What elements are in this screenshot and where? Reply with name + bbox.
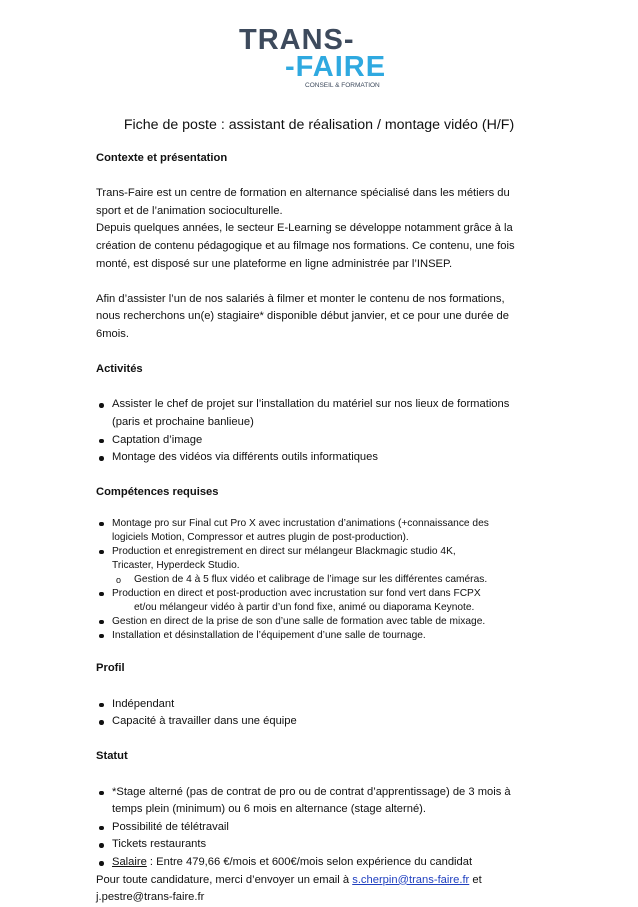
list-item: Indépendant <box>96 696 546 714</box>
activites-list <box>96 396 546 466</box>
competences-list-cont <box>96 587 546 643</box>
list-item-line: Production en direct et post-production avec incrustation sur fond vert dans FCPX <box>112 587 481 599</box>
statut-heading: Statut <box>96 750 128 763</box>
contexte-heading: Contexte et présentation <box>96 152 228 164</box>
list-item <box>96 432 546 450</box>
list-item <box>96 517 546 545</box>
list-item-line: Montage des vidéos via différents outils informatiques <box>112 451 378 464</box>
contexte-line: création de contenu pédagogique et au filmage nos formations. Ce contenu, une fois <box>96 239 515 252</box>
list-item <box>96 629 546 643</box>
list-item <box>96 854 546 872</box>
statut-list <box>96 784 546 872</box>
list-item-line: Tricaster, Hyperdeck Studio. <box>112 559 240 571</box>
competences-heading: Compétences requises <box>96 486 219 499</box>
list-item: Tickets restaurants <box>96 836 546 854</box>
salaire-label: Salaire <box>112 856 147 868</box>
list-item <box>96 615 546 629</box>
list-item-line: Installation et désinstallation de l’équipement d’une salle de tournage. <box>112 629 426 641</box>
list-item-line: temps plein (minimum) ou 6 mois en alternance (stage alterné). <box>112 803 427 816</box>
email-pestre: j.pestre@trans-faire.fr <box>96 891 205 904</box>
trans-faire-logo <box>235 22 405 92</box>
contact-text-between: et <box>469 873 482 886</box>
contexte-line: 6mois. <box>96 327 129 340</box>
contexte-line: Depuis quelques années, le secteur E-Learning se développe notamment grâce à la <box>96 222 513 235</box>
list-item <box>96 587 546 615</box>
document-body <box>96 150 546 907</box>
list-item <box>96 449 546 467</box>
logo-tagline: CONSEIL & FORMATION <box>305 82 380 89</box>
list-item-line: Production et enregistrement en direct sur mélangeur Blackmagic studio 4K, <box>112 545 456 557</box>
list-item: Capacité à travailler dans une équipe <box>96 713 546 731</box>
contact-text: Pour toute candidature, merci d’envoyer un email à <box>96 873 353 886</box>
logo-line2: -FAIRE <box>285 51 387 83</box>
contexte-line: Afin d’assister l’un de nos salariés à filmer et monter le contenu de nos formations, <box>96 292 505 305</box>
contexte-line: nous recherchons un(e) stagiaire* disponible début janvier, et ce pour une durée de <box>96 310 509 323</box>
page-title: Fiche de poste : assistant de réalisation / montage vidéo (H/F) <box>123 117 515 133</box>
competences-list <box>96 517 546 573</box>
contact-line <box>96 872 546 890</box>
salaire-text: : Entre 479,66 €/mois et 600€/mois selon expérience du candidat <box>146 856 473 868</box>
list-item-line: Montage pro sur Final cut Pro X avec incrustation d’animations (+connaissance des <box>112 517 489 529</box>
list-item-line: Gestion en direct de la prise de son d’une salle de formation avec table de mixage. <box>112 615 486 627</box>
list-item <box>96 784 546 819</box>
list-item <box>96 545 546 573</box>
profil-list <box>96 696 546 731</box>
contexte-line: monté, est disposé sur une plateforme en ligne administrée par l’INSEP. <box>96 257 453 270</box>
email-link-cherpin[interactable]: s.cherpin@trans-faire.fr <box>352 873 470 886</box>
list-item-line: et/ou mélangeur vidéo à partir d’un fond fixe, animé ou diaporama Keynote. <box>134 601 475 613</box>
list-item-line: *Stage alterné (pas de contrat de pro ou de contrat d’apprentissage) de 3 mois à <box>112 785 511 798</box>
list-item-line: (paris et prochaine banlieue) <box>112 415 254 428</box>
activites-heading: Activités <box>96 363 143 376</box>
list-item <box>96 396 546 431</box>
profil-heading: Profil <box>96 662 125 675</box>
list-item-line: Assister le chef de projet sur l’installation du matériel sur nos lieux de formations <box>112 398 510 411</box>
sub-list-item: o Gestion de 4 à 5 flux vidéo et calibrage de l’image sur les différentes caméras. <box>96 573 546 587</box>
list-item-line: Captation d’image <box>112 433 203 446</box>
contexte-line: Trans-Faire est un centre de formation en alternance spécialisé dans les métiers du <box>96 187 510 200</box>
list-item-line: logiciels Motion, Compressor et autres plugin de post-production). <box>112 531 409 543</box>
list-item: Possibilité de télétravail <box>96 819 546 837</box>
logo-line1: TRANS- <box>239 24 355 56</box>
contexte-line: sport et de l’animation socioculturelle. <box>96 204 283 217</box>
